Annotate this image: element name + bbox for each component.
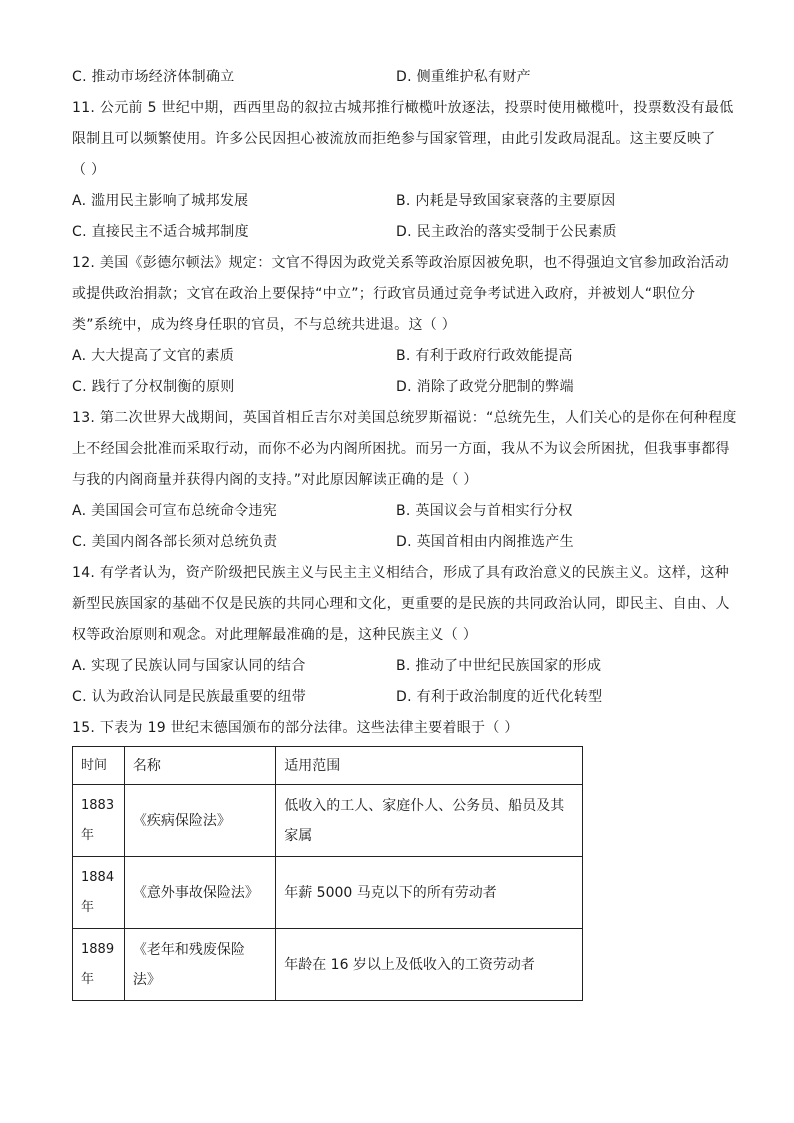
q12-options-row-ab	[72, 341, 722, 372]
row-law-name-cell	[124, 929, 275, 1001]
header-name: 名称	[124, 747, 275, 785]
q15-table-wrap	[72, 746, 722, 1001]
q11-option-d[interactable]: D. 民主政治的落实受制于公民素质	[396, 224, 617, 240]
q12-stem-line-3: 类”系统中，成为终身任职的官员，不与总统共进退。这（ ）	[72, 317, 457, 333]
q14-options-row-cd	[72, 682, 722, 713]
q12-stem-line-1: 12. 美国《彭德尔顿法》规定：文官不得因为政党关系等政治原因被免职，也不得强迫文官参加政治活动	[72, 255, 730, 271]
q12-stem-line-2: 或提供政治捐款；文官在政治上要保持“中立”；行政官员通过竞争考试进入政府，并被划人“职位分	[72, 286, 696, 302]
q14-stem-line-3: 权等政治原则和观念。对此理解最准确的是，这种民族主义（ ）	[72, 627, 478, 643]
row-year-unit: 年	[81, 899, 95, 915]
q11-stem-line-1: 11. 公元前 5 世纪中期，西西里岛的叙拉古城邦推行橄榄叶放逐法，投票时使用橄榄叶，投票数没有最低	[72, 100, 734, 116]
question-11	[72, 93, 734, 248]
q14-stem-line-1: 14. 有学者认为，资产阶级把民族主义与民主主义相结合，形成了具有政治意义的民族主义。这样，这种	[72, 565, 730, 581]
q13-option-c[interactable]: C. 美国内阁各部长须对总统负责	[72, 534, 278, 550]
table-row	[73, 785, 583, 857]
q14-option-a[interactable]: A. 实现了民族认同与国家认同的结合	[72, 658, 306, 674]
question-14	[72, 558, 730, 713]
row-year: 1884	[81, 869, 115, 885]
q11-options-row-ab	[72, 186, 722, 217]
q12-option-a[interactable]: A. 大大提高了文官的素质	[72, 348, 235, 364]
q14-option-b[interactable]: B. 推动了中世纪民族国家的形成	[396, 658, 602, 674]
laws-table	[72, 746, 583, 1001]
q10-option-d[interactable]: D. 侧重维护私有财产	[396, 69, 531, 85]
row-law-name: 《意外事故保险法》	[132, 884, 259, 901]
q12-option-b[interactable]: B. 有利于政府行政效能提高	[396, 348, 573, 364]
q10-option-c[interactable]: C. 推动市场经济体制确立	[72, 69, 235, 85]
q13-stem-line-3: 与我的内阁商量并获得内阁的支持。”对此原因解读正确的是（ ）	[72, 472, 478, 488]
row-year-unit: 年	[81, 971, 95, 987]
q12-option-c[interactable]: C. 践行了分权制衡的原则	[72, 379, 235, 395]
row-scope-line-1: 年薪 5000 马克以下的所有劳动者	[284, 884, 497, 901]
q12-options-row-cd	[72, 372, 722, 403]
row-law-name-cell	[124, 785, 275, 857]
row-scope-line-2: 家属	[284, 827, 313, 844]
exam-page	[72, 62, 737, 1001]
header-time: 时间	[73, 747, 125, 785]
q13-stem-line-2: 上不经国会批准而采取行动，而你不必为内阁所困扰。而另一方面，我从不为议会所困扰，但我事事都得	[72, 441, 730, 457]
q14-stem-line-2: 新型民族国家的基础不仅是民族的共同心理和文化，更重要的是民族的共同政治认同，即民主、自由、人	[72, 596, 730, 612]
q13-option-b[interactable]: B. 英国议会与首相实行分权	[396, 503, 573, 519]
row-year: 1883	[81, 797, 115, 813]
row-scope-cell	[276, 929, 583, 1001]
q11-stem-line-2: 限制且可以频繁使用。许多公民因担心被流放而拒绝参与国家管理，由此引发政局混乱。这主要反映了	[72, 131, 716, 147]
q13-options-row-cd	[72, 527, 722, 558]
q14-option-d[interactable]: D. 有利于政治制度的近代化转型	[396, 689, 603, 705]
q11-options-row-cd	[72, 217, 722, 248]
q14-options-row-ab	[72, 651, 722, 682]
q10-options-row-cd	[72, 62, 722, 93]
q11-option-c[interactable]: C. 直接民主不适合城邦制度	[72, 224, 249, 240]
q12-option-d[interactable]: D. 消除了政党分肥制的弊端	[396, 379, 574, 395]
row-year-cell	[73, 857, 125, 929]
row-law-name-line-1: 《老年和残废保险	[132, 941, 245, 958]
q11-stem-line-3: （ ）	[72, 162, 106, 178]
q11-option-a[interactable]: A. 滥用民主影响了城邦发展	[72, 193, 249, 209]
row-year-cell	[73, 785, 125, 857]
row-law-name-cell	[124, 857, 275, 929]
table-row	[73, 857, 583, 929]
row-scope-cell	[276, 785, 583, 857]
row-scope-line-1: 年龄在 16 岁以上及低收入的工资劳动者	[284, 956, 535, 973]
q13-stem-line-1: 13. 第二次世界大战期间，英国首相丘吉尔对美国总统罗斯福说：“总统先生，人们关心的是你在何种程度	[72, 410, 737, 426]
row-year-unit: 年	[81, 827, 95, 843]
table-row	[73, 929, 583, 1001]
q13-option-a[interactable]: A. 美国国会可宣布总统命令违宪	[72, 503, 278, 519]
row-scope-line-1: 低收入的工人、家庭仆人、公务员、船员及其	[284, 797, 565, 814]
q13-option-d[interactable]: D. 英国首相由内阁推选产生	[396, 534, 574, 550]
row-year: 1889	[81, 941, 115, 957]
row-year-cell	[73, 929, 125, 1001]
header-scope: 适用范围	[276, 747, 583, 785]
q13-options-row-ab	[72, 496, 722, 527]
question-15	[72, 713, 722, 1001]
question-13	[72, 403, 737, 558]
q14-option-c[interactable]: C. 认为政治认同是民族最重要的纽带	[72, 689, 307, 705]
q15-stem: 15. 下表为 19 世纪末德国颁布的部分法律。这些法律主要着眼于（ ）	[72, 720, 519, 736]
row-law-name: 《疾病保险法》	[132, 812, 231, 829]
row-scope-cell	[276, 857, 583, 929]
row-law-name-line-2: 法》	[132, 971, 161, 988]
q11-option-b[interactable]: B. 内耗是导致国家衰落的主要原因	[396, 193, 616, 209]
table-header-row	[73, 747, 583, 785]
question-12	[72, 248, 730, 403]
